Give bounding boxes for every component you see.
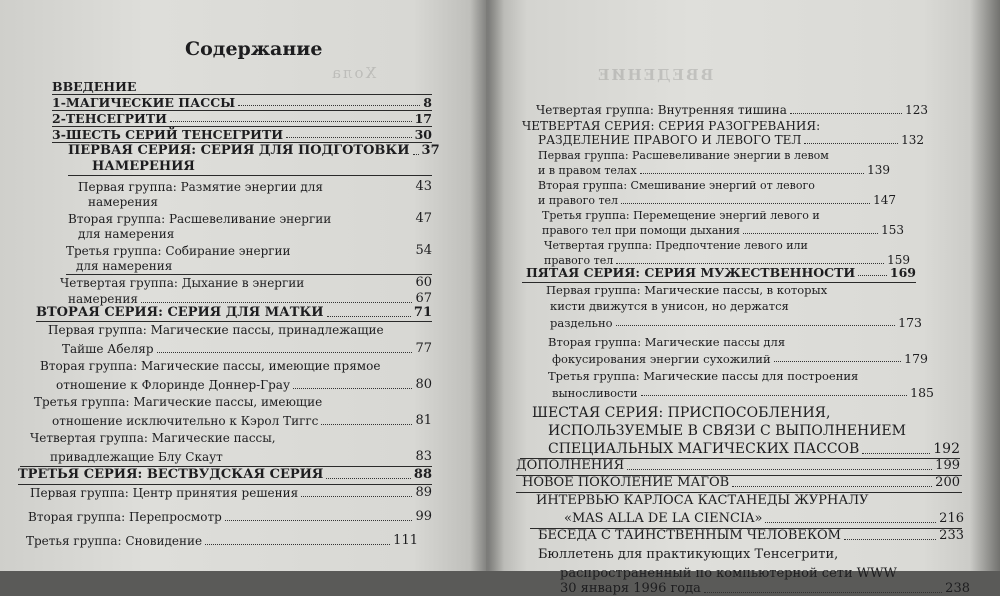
toc-entry-continuation: раздельно 173 [550,315,922,331]
toc-entry-continuation: и в правом телах 139 [538,163,890,178]
toc-entry-continuation: намерения 67 [68,291,432,307]
toc-entry-continuation: для намерения [78,227,175,241]
toc-entry-conversation: БЕСЕДА С ТАИНСТВЕННЫМ ЧЕЛОВЕКОМ 233 [538,528,964,543]
toc-entry-first-group-4: Первая группа: Расшевеливание энергии в левом [538,149,829,162]
toc-entry-fourth-group-1: Четвертая группа: Дыхание в энергии 60 [60,275,432,291]
toc-entry-second-group-2: Вторая группа: Магические пассы, имеющие прямое [40,359,381,373]
toc-entry-tensegrity: 2-ТЕНСЕГРИТИ 17 [52,111,432,126]
toc-entry-continuation: «MAS ALLA DE LA CIENCIA» 216 [564,511,964,526]
toc-entry-continuation: намерения [88,195,158,209]
toc-entry-continuation: кисти движутся в унисон, но держатся [550,299,789,313]
toc-entry-third-group-2: Третья группа: Магические пассы, имеющие [34,395,323,409]
toc-entry-first-group-5: Первая группа: Магические пассы, в которых [546,283,828,297]
toc-entry-continuation: ИСПОЛЬЗУЕМЫЕ В СВЯЗИ С ВЫПОЛНЕНИЕМ [548,423,906,439]
toc-entry-six-series: 3-ШЕСТЬ СЕРИЙ ТЕНСЕГРИТИ 30 [52,127,432,142]
toc-entry-fifth-series: ПЯТАЯ СЕРИЯ: СЕРИЯ МУЖЕСТВЕННОСТИ 169 [526,265,916,280]
toc-entry-second-series: ВТОРАЯ СЕРИЯ: СЕРИЯ ДЛЯ МАТКИ 71 [36,305,432,320]
bleed-through-text-left: Хола [330,64,377,82]
toc-entry-continuation: для намерения [76,259,173,273]
toc-entry-continuation: 30 января 1996 года 238 [560,581,970,596]
toc-title: Содержание [185,38,323,60]
toc-entry-continuation: распространенный по компьютерной сети WWW [560,566,897,581]
toc-entry-fourth-series: ЧЕТВЕРТАЯ СЕРИЯ: СЕРИЯ РАЗОГРЕВАНИЯ: [522,119,821,133]
toc-entry-first-group-1: Первая группа: Размятие энергии для 43 [78,179,432,195]
toc-entry-second-group-1: Вторая группа: Расшевеливание энергии 47 [68,211,432,227]
toc-entry-first-group-2: Первая группа: Магические пассы, принадлежащие [48,323,384,337]
toc-entry-inner-silence: Четвертая группа: Внутренняя тишина 123 [536,103,928,117]
toc-entry-third-group-1: Третья группа: Собирание энергии 54 [66,243,432,259]
toc-entry-continuation: НАМЕРЕНИЯ [92,159,195,174]
toc-entry-interview: ИНТЕРВЬЮ КАРЛОСА КАСТАНЕДЫ ЖУРНАЛУ [536,493,869,508]
toc-entry-first-series: ПЕРВАЯ СЕРИЯ: СЕРИЯ ДЛЯ ПОДГОТОВКИ 37 [68,143,440,158]
toc-entry-second-group-4: Вторая группа: Смешивание энергий от левого [538,179,815,192]
bleed-through-text-right: ВВЕДЕНИЕ [596,66,714,84]
toc-entry-bulletin: Бюллетень для практикующих Тенсегрити, [538,547,839,562]
toc-entry-continuation: отношение к Флоринде Доннер-Грау 80 [56,377,432,393]
toc-entry-third-group-3: Третья группа: Сновидение 111 [26,533,418,549]
toc-entry-new-generation: НОВОЕ ПОКОЛЕНИЕ МАГОВ 200 [522,475,960,490]
toc-entry-continuation: СПЕЦИАЛЬНЫХ МАГИЧЕСКИХ ПАССОВ 192 [548,441,960,457]
toc-entry-appendices: ДОПОЛНЕНИЯ 199 [516,458,960,473]
toc-entry-sixth-series: ШЕСТАЯ СЕРИЯ: ПРИСПОСОБЛЕНИЯ, [532,405,831,421]
toc-entry-continuation: и правого тел 147 [538,193,896,208]
toc-entry-third-group-4: Третья группа: Перемещение энергий левого и [542,209,820,222]
toc-entry-fourth-group-2: Четвертая группа: Магические пассы, [30,431,276,445]
toc-entry-continuation: выносливости 185 [552,385,934,401]
toc-entry-second-group-5: Вторая группа: Магические пассы для [548,335,786,349]
toc-entry-continuation: правого тел при помощи дыхания 153 [542,223,904,238]
toc-entry-second-group-3: Вторая группа: Перепросмотр 99 [28,509,432,525]
toc-entry-continuation: РАЗДЕЛЕНИЕ ПРАВОГО И ЛЕВОГО ТЕЛ 132 [538,133,924,147]
toc-entry-continuation: отношение исключительно к Кэрол Тиггс 81 [52,413,432,429]
toc-entry-continuation: правого тел 159 [544,253,910,268]
toc-entry-magical-passes: 1-МАГИЧЕСКИЕ ПАССЫ 8 [52,95,432,110]
toc-entry-first-group-3: Первая группа: Центр принятия решения 89 [30,485,432,501]
toc-entry-text: ВВЕДЕНИЕ [52,79,137,94]
toc-entry-third-group-5: Третья группа: Магические пассы для построения [548,369,859,383]
toc-entry-continuation: фокусирования энергии сухожилий 179 [552,351,928,367]
toc-entry-third-series: ТРЕТЬЯ СЕРИЯ: ВЕСТВУДСКАЯ СЕРИЯ 88 [18,467,432,482]
toc-entry-continuation: Тайше Абеляр 77 [62,341,432,357]
toc-entry-fourth-group-4: Четвертая группа: Предпочтение левого или [544,239,808,252]
toc-entry-continuation: привадлежащие Блу Скаут 83 [50,449,432,465]
